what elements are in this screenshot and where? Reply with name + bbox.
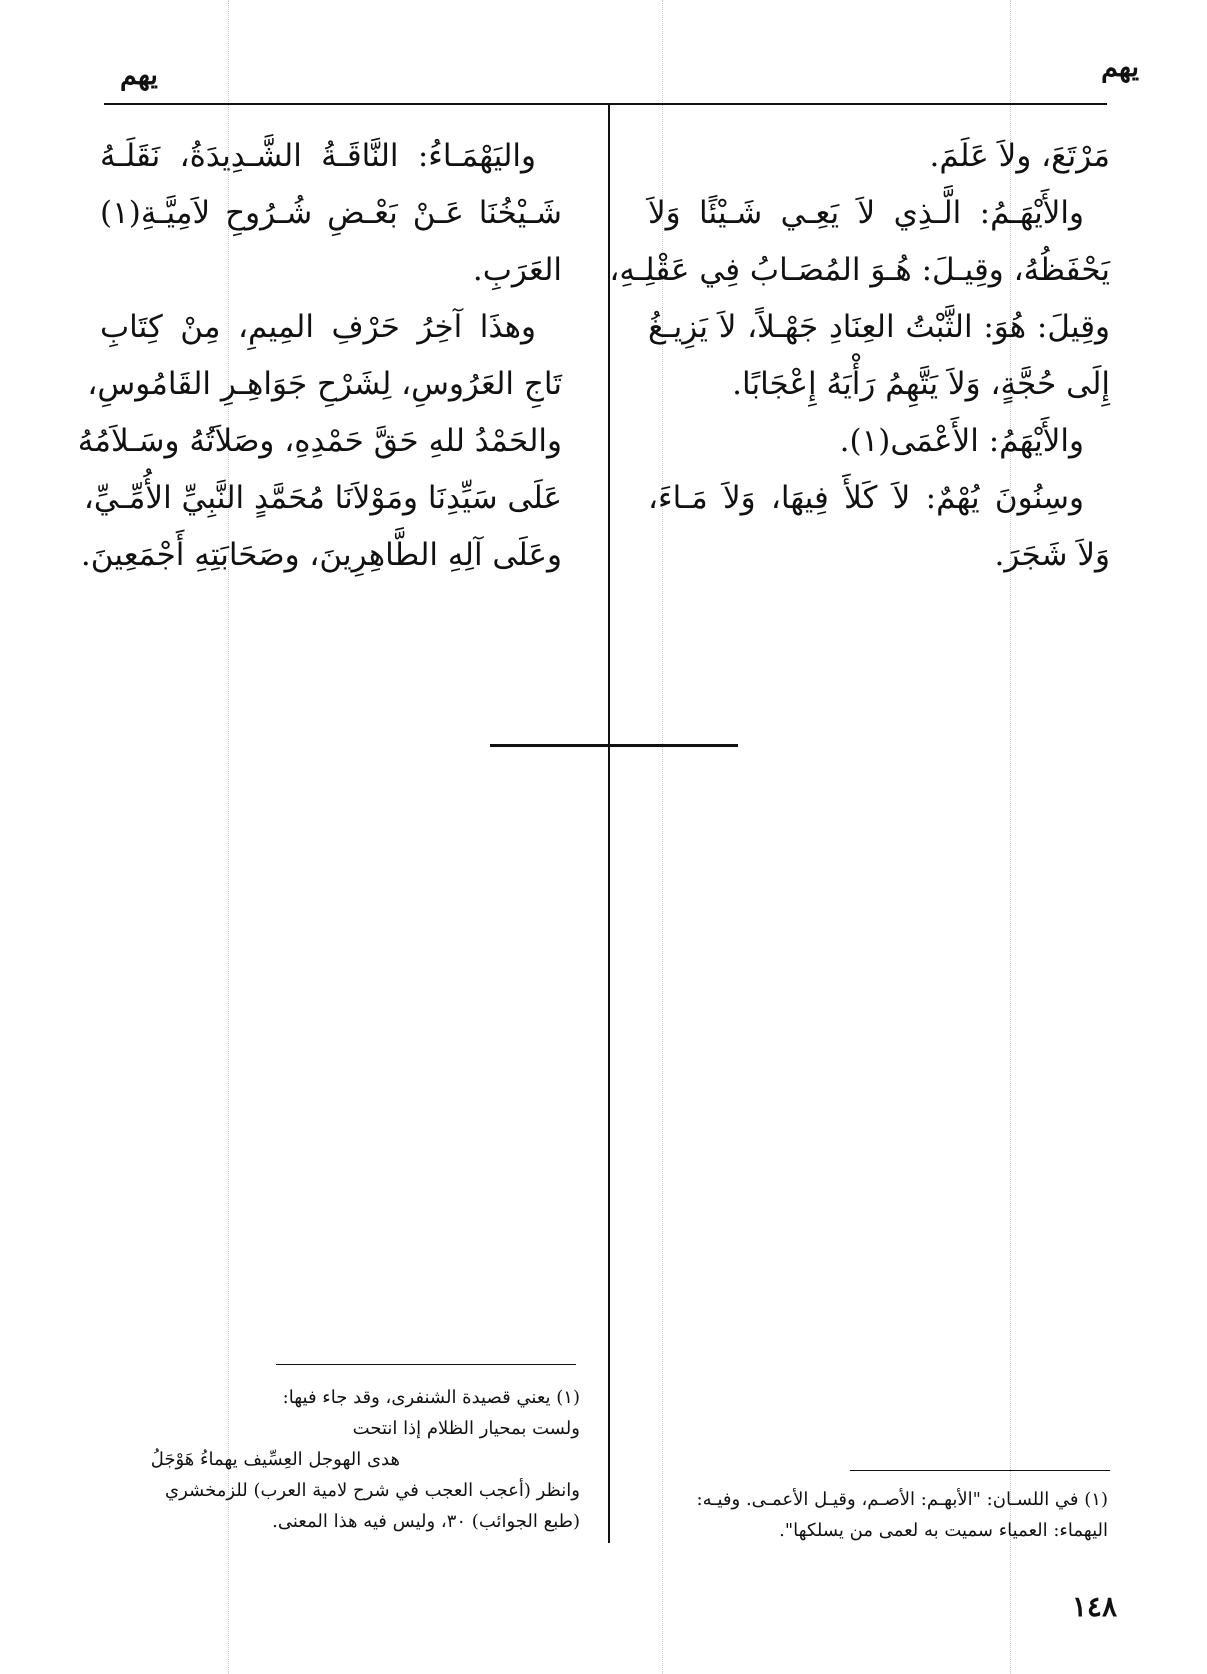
footnote-line: هدى الهوجل العِسِّيف يهماءُ هَوْجَلُ: [150, 1449, 400, 1470]
running-header-left: يهم: [120, 60, 158, 91]
text-line: والحَمْدُ للهِ حَقَّ حَمْدِهِ، وصَلاَتُهُ وسَـلاَمُهُ: [77, 423, 562, 459]
text-line: إِلَى حُجَّةٍ، وَلاَ يَتَّهِمُ رَأْيَهُ إِعْجَابًا.: [732, 366, 1110, 402]
page-number: ١٤٨: [1071, 1590, 1117, 1623]
text-line: عَلَى سَيِّدِنَا ومَوْلاَنَا مُحَمَّدٍ النَّبِيِّ الأُمِّـيِّ،: [83, 480, 562, 516]
text-line: يَحْفَظُهُ، وقِيـلَ: هُـوَ المُصَـابُ فِي عَقْلِـهِ،: [609, 252, 1110, 288]
footnote-rule-left: [276, 1364, 576, 1365]
footnote-rule-right: [850, 1470, 1110, 1471]
text-line: وقِيلَ: هُوَ: الثَّبْتُ العِنَادِ جَهْـلاً، لاَ يَزِيـغُ: [648, 309, 1110, 345]
footnote-line: اليهماء: العمياء سميت به لعمى من يسلكها".: [779, 1520, 1108, 1541]
text-line: العَرَبِ.: [472, 252, 562, 288]
text-line: تَاجِ العَرُوسِ، لِشَرْحِ جَوَاهِـرِ القَامُوسِ،: [87, 366, 562, 402]
text-line: واليَهْمَـاءُ: النَّاقَـةُ الشَّـدِيدَةُ، نَقَلَـهُ: [100, 138, 536, 174]
footnote-line: (طبع الجوائب) ٣٠، وليس فيه هذا المعنى.: [272, 1511, 580, 1532]
header-rule: [104, 103, 1107, 105]
text-line: مَرْتَعَ، ولاَ عَلَمَ.: [929, 138, 1110, 174]
right-footnotes: [650, 1484, 1108, 1546]
text-line: وسِنُونَ يُهْمٌ: لاَ كَلأَ فِيهَا، وَلاَ مَـاءَ،: [648, 480, 1084, 516]
right-column-text: [609, 128, 1110, 584]
text-line: والأَيْهَـمُ: الَّـذِي لاَ يَعِـي شَـيْئًا وَلاَ: [648, 195, 1084, 231]
footnote-line: ولست بمحيار الظلام إذا انتحت: [352, 1418, 580, 1439]
text-line: وَلاَ شَجَرَ.: [994, 537, 1110, 573]
left-column-text: [77, 128, 562, 584]
text-line: شَـيْخُنَا عَـنْ بَعْـضِ شُـرُوحِ لاَمِيَّـةِ(١): [100, 195, 562, 231]
footnote-line: (١) في اللسـان: "الأبهـم: الأصـم، وقيـل الأعمـى. وفيـه:: [696, 1489, 1108, 1510]
left-footnotes: [150, 1382, 580, 1537]
text-line: وهذَا آخِرُ حَرْفِ المِيمِ، مِنْ كِتَابِ: [100, 309, 536, 345]
text-line: وعَلَى آلِهِ الطَّاهِرِينَ، وصَحَابَتِهِ أَجْمَعِينَ.: [80, 537, 562, 573]
text-line: والأَيْهَمُ: الأَعْمَى(١).: [839, 423, 1084, 459]
end-of-text-rule: [490, 744, 738, 747]
footnote-line: (١) يعني قصيدة الشنفرى، وقد جاء فيها:: [282, 1387, 580, 1408]
footnote-line: وانظر (أعجب العجب في شرح لامية العرب) للزمخشري: [165, 1480, 580, 1501]
running-header-right: يهم: [1101, 52, 1139, 83]
column-separator: [608, 103, 610, 1543]
